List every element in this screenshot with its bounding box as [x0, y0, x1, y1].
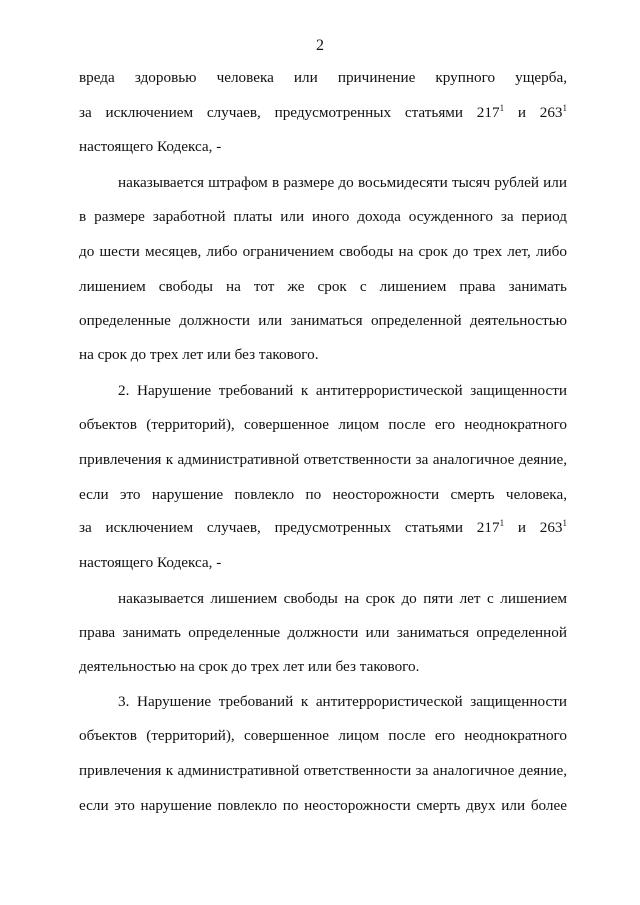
text-line: деятельностью на срок до трех лет или без такового. [79, 658, 420, 675]
text-line: на срок до трех лет или без такового. [79, 346, 319, 363]
text-line: в размере заработной платы или иного дохода осужденного за период [79, 208, 567, 225]
text-line: привлечения к административной ответственности за аналогичное деяние, [79, 762, 567, 779]
text-line: за исключением случаев, предусмотренных статьями $217^1$ и $263^1$ [79, 518, 568, 536]
text-line: вреда здоровью человека или причинение крупного ущерба, [79, 69, 567, 86]
text-line: объектов (территорий), совершенное лицом после его неоднократного [79, 416, 567, 433]
text-line: привлечения к административной ответственности за аналогичное деяние, [79, 451, 567, 468]
text-line: 3. Нарушение требований к антитеррористической защищенности [118, 693, 567, 710]
text-line: настоящего Кодекса, - [79, 554, 222, 571]
text-line: наказывается штрафом в размере до восьмидесяти тысяч рублей или [118, 174, 567, 191]
text-line: определенные должности или заниматься определенной деятельностью [79, 312, 567, 329]
text-line: если это нарушение повлекло по неосторожности смерть человека, [79, 486, 567, 503]
superscript: 1 [499, 518, 505, 528]
page-number: 2 [316, 37, 324, 54]
text-line: настоящего Кодекса, - [79, 138, 222, 155]
superscript: 1 [499, 103, 505, 113]
text-line: объектов (территорий), совершенное лицом после его неоднократного [79, 727, 567, 744]
superscript: 1 [562, 518, 568, 528]
text-line: права занимать определенные должности или заниматься определенной [79, 624, 567, 641]
text-line: до шести месяцев, либо ограничением свободы на срок до трех лет, либо [79, 243, 567, 260]
text-line: за исключением случаев, предусмотренных статьями $217^1$ и $263^1$ [79, 103, 568, 121]
superscript: 1 [562, 103, 568, 113]
text-line: 2. Нарушение требований к антитеррористической защищенности [118, 382, 567, 399]
text-line: если это нарушение повлекло по неосторожности смерть двух или более [79, 797, 567, 814]
text-line: лишением свободы на тот же срок с лишением права занимать [79, 278, 567, 295]
text-line: наказывается лишением свободы на срок до пяти лет с лишением [118, 590, 567, 607]
